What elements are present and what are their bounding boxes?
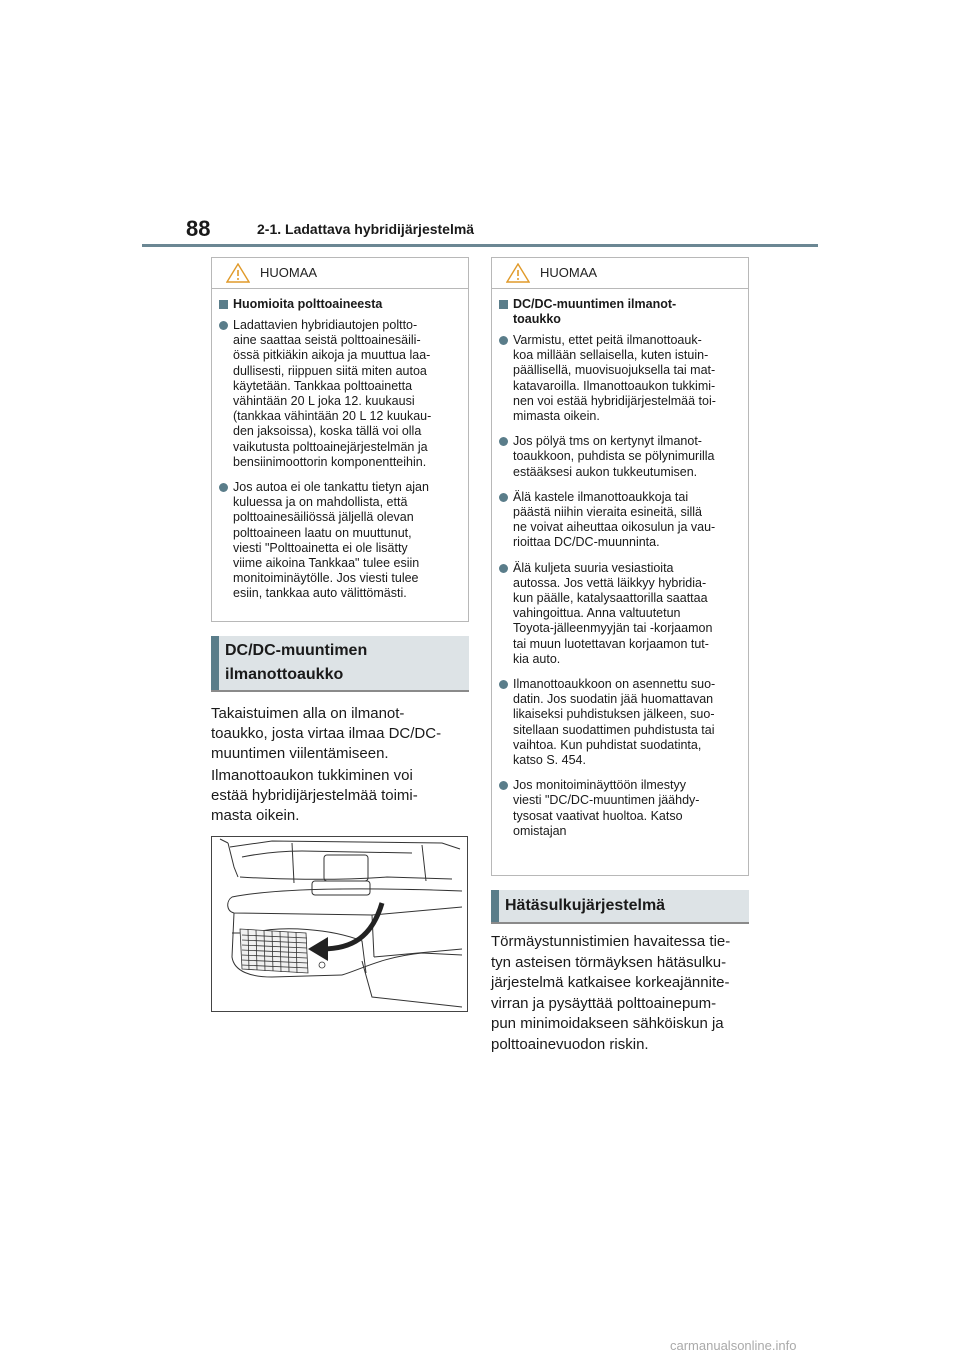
notice-sub-heading: Huomioita polttoaineesta [219, 297, 460, 312]
section-heading-bar [211, 636, 219, 690]
bullet-item: Ladattavien hybridiautojen poltto- aine saattaa seistä polttoainesäili- össä pitkiäkin aikoja ja muuttua laa- dullisesti, riippuen siitä miten autoa käytetään. Tankkaa polttoainetta vähintään 20 L joka 12. kuukausi (tankkaa vähintään 20 L 12 kuukau- den jaksoissa), koska tällä voi olla vaikutusta polttoainejärjestelmän ja bensiinimoottorin komponentteihin. [219, 318, 460, 470]
paragraph-emergency-shutoff: Törmäystunnistimien havaitessa tie- tyn asteisen törmäyksen hätäsulku- järjestelmä katkaisee korkeajännite- virran ja pysäyttää polttoainepum- pun minimoidakseen sähköiskun ja polttoainevuodon riskin. [491, 933, 731, 1053]
bullet-item: Jos autoa ei ole tankattu tietyn ajan kuluessa ja on mahdollista, että polttoainesäiliössä jäljellä olevan polttoaineen laatu on muuttunut, viesti "Polttoainetta ei ole lisätty viime aikoina Tankkaa" tulee esiin monitoiminäytölle. Jos viesti tulee esiin, tankkaa auto välittömästi. [219, 480, 460, 602]
round-bullet-icon [219, 483, 228, 492]
round-bullet-icon [499, 336, 508, 345]
notice-body [492, 289, 748, 855]
bullet-item: Ilmanottoaukkoon on asennettu suo- datin. Jos suodatin jää huomattavan likaiseksi puhdistuksen jälkeen, suo- sitellaan suodattimen puhdistusta tai vaihtoa. Kun puhdistat suodatinta, katso S. 454. [499, 677, 740, 768]
paragraph-intake-warning: Ilmanottoaukon tukkiminen voi estää hybridijärjestelmää toimi- masta oikein. [211, 767, 418, 824]
section-heading-dcdc-intake [211, 636, 469, 692]
warning-triangle-icon [506, 263, 530, 283]
round-bullet-icon [219, 321, 228, 330]
bullet-item: Jos monitoiminäyttöön ilmestyy viesti "DC/DC-muuntimen jäähdy- tysosat vaativat huoltoa. Katso omistajan [499, 778, 740, 839]
round-bullet-icon [499, 781, 508, 790]
section-heading-text: ilmanottoaukko [225, 666, 344, 683]
rear-seat-illustration-icon [212, 837, 468, 1012]
round-bullet-icon [499, 493, 508, 502]
notice-sub-heading: DC/DC-muuntimen ilmanot- toaukko [499, 297, 740, 327]
round-bullet-icon [499, 437, 508, 446]
notice-box-fuel [211, 257, 469, 622]
square-bullet-icon [499, 300, 508, 309]
bullet-item: Jos pölyä tms on kertynyt ilmanot- toaukkoon, puhdista se pölynimurilla estääksesi aukon tukkeutumisen. [499, 434, 740, 480]
round-bullet-icon [499, 680, 508, 689]
section-heading-text: DC/DC-muuntimen [225, 642, 368, 659]
section-heading-text: Hätäsulkujärjestelmä [505, 897, 666, 914]
notice-title: HUOMAA [540, 265, 598, 280]
warning-triangle-icon [226, 263, 250, 283]
bullet-item: Älä kuljeta suuria vesiastioita autossa. Jos vettä läikkyy hybridia- kun päälle, katalysaattorilla saattaa vahingoittua. Anna valtuutetun Toyota-jälleenmyyjän tai -korjaamon tai muun luotettavan korjaamon tut- kia auto. [499, 561, 740, 667]
round-bullet-icon [499, 564, 508, 573]
section-heading-emergency-shutoff [491, 890, 749, 924]
bullet-item: Älä kastele ilmanottoaukkoja tai päästä niihin vieraita esineitä, sillä ne voivat aiheuttaa oikosulun ja vau- rioittaa DC/DC-muunninta. [499, 490, 740, 551]
square-bullet-icon [219, 300, 228, 309]
page-number: 88 [186, 216, 211, 241]
section-heading-bar [491, 890, 499, 922]
notice-title: HUOMAA [260, 265, 318, 280]
rear-seat-intake-illustration [211, 836, 468, 1012]
paragraph-intake-location: Takaistuimen alla on ilmanot- toaukko, josta virtaa ilmaa DC/DC- muuntimen viilentämiseen. [211, 705, 442, 762]
notice-header [492, 258, 748, 289]
notice-box-intake [491, 257, 749, 876]
notice-body [212, 289, 468, 618]
header-rule [142, 244, 818, 247]
notice-header [212, 258, 468, 289]
chapter-title: 2-1. Ladattava hybridijärjestelmä [257, 221, 475, 237]
bullet-item: Varmistu, ettet peitä ilmanottoauk- koa millään sellaisella, kuten istuin- päällisellä, muovisuojuksella tai mat- katavaroilla. Ilmanottoaukon tukkimi- nen voi estää hybridijärjestelmää toi- mimasta oikein. [499, 333, 740, 424]
watermark: carmanualsonline.info [670, 1338, 797, 1353]
